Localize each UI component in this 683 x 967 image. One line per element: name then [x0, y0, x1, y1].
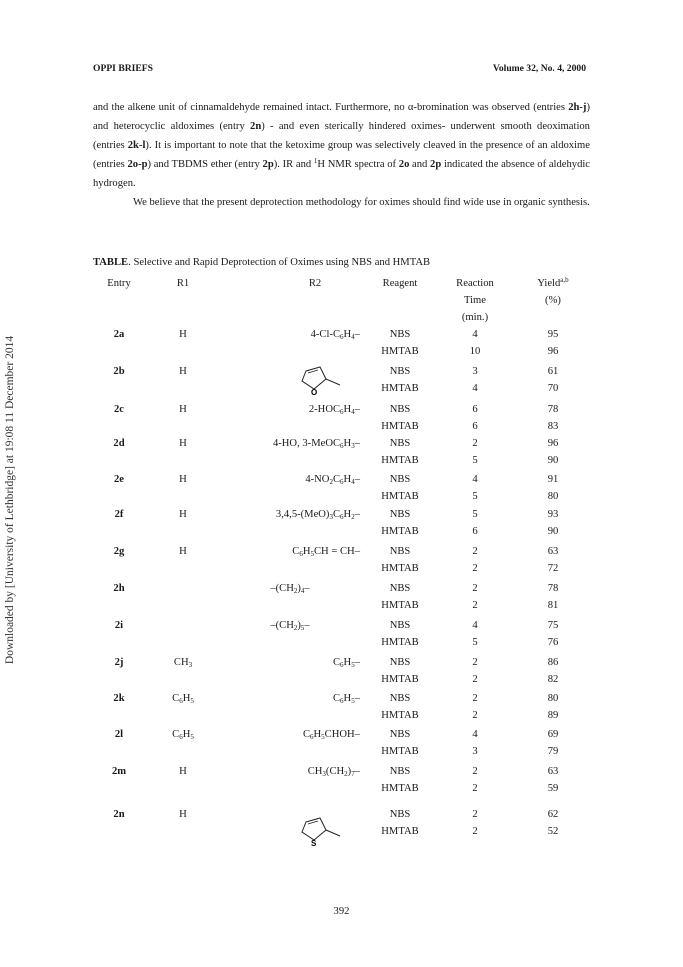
table-row [0, 435, 683, 469]
download-notice: Downloaded by [University of Lethbridge] at 19:08 11 December 2014 [4, 335, 16, 665]
r1-value: H [179, 366, 187, 377]
yield-value: 59 [547, 783, 559, 794]
thiophene-ring-icon [296, 814, 356, 848]
yield-value: 90 [547, 526, 559, 537]
text-run: ) and TBDMS ether (entry [147, 159, 263, 170]
subscript: 6 [299, 550, 303, 558]
r2-value [230, 654, 360, 671]
reagent-nbs: NBS [389, 766, 411, 777]
yield-value: 76 [547, 637, 559, 648]
subscript: 6 [340, 478, 344, 486]
yield-value: 89 [547, 710, 559, 721]
text-run: ) - and even sterically hindered oximes- underwent smooth deoximation (entries [93, 121, 590, 151]
r1-value: H [179, 766, 187, 777]
subscript: 3 [188, 661, 193, 669]
text-run: ). It is important to note that the ketoxime group was selectively cleaved in the presence of an aldoxime (entries [93, 140, 590, 170]
formula-part: – [304, 583, 310, 594]
formula-part: H [343, 438, 352, 449]
formula-part: H [343, 657, 352, 668]
time-value: 2 [472, 657, 478, 668]
formula-part: 4-HO, 3-MeOC [272, 438, 341, 449]
yield-value: 93 [547, 509, 559, 520]
text-run: ) and heterocyclic aldoximes (entry [93, 102, 590, 132]
formula-part: H [182, 729, 191, 740]
header-r2: R2 [308, 278, 322, 289]
formula-part: CHOH– [324, 729, 360, 740]
r1-value: H [179, 809, 187, 820]
formula-part: CH [173, 657, 189, 668]
time-value: 6 [472, 526, 478, 537]
formula-part: – [354, 766, 360, 777]
r2-value [230, 726, 360, 743]
subscript: 3 [351, 442, 355, 450]
formula-part: H [343, 474, 352, 485]
text-run: and [409, 159, 431, 170]
time-value: 2 [472, 783, 478, 794]
reagent-nbs: NBS [389, 366, 411, 377]
formula-part: – [354, 657, 360, 668]
subscript: 7 [351, 770, 355, 778]
yield-value: 86 [547, 657, 559, 668]
yield-value: 52 [547, 826, 559, 837]
r2-value [230, 435, 360, 452]
subscript: 6 [340, 513, 344, 521]
reagent-hmtab: HMTAB [381, 826, 419, 837]
yield-value: 91 [547, 474, 559, 485]
entry-id: 2h [113, 583, 125, 594]
time-value: 2 [472, 600, 478, 611]
entry-id: 2b [113, 366, 125, 377]
entry-ref: 2h-j [568, 102, 587, 113]
entry-ref: 2p [430, 159, 442, 170]
reagent-hmtab: HMTAB [381, 346, 419, 357]
entry-id: 2n [113, 809, 125, 820]
reagent-nbs: NBS [389, 474, 411, 485]
yield-value: 82 [547, 674, 559, 685]
entry-id: 2k [113, 693, 125, 704]
yield-value: 61 [547, 366, 559, 377]
reagent-hmtab: HMTAB [381, 637, 419, 648]
formula-part: CH = CH– [313, 546, 360, 557]
formula-part: C [302, 729, 311, 740]
entry-id: 2i [114, 620, 124, 631]
subscript: 5 [300, 624, 305, 632]
time-value: 6 [472, 421, 478, 432]
text-run: indicated the absence of aldehydic hydrogen. [93, 159, 591, 189]
entry-ref: 2p [262, 159, 274, 170]
formula-part: –(CH [270, 620, 294, 631]
subscript: 5 [321, 733, 325, 741]
reagent-nbs: NBS [389, 583, 411, 594]
yield-value: 80 [547, 491, 559, 502]
time-value: 2 [472, 546, 478, 557]
subscript: 3 [329, 513, 333, 521]
ring-heteroatom: S [311, 839, 317, 848]
header-reaction-time [445, 275, 505, 326]
time-value: 10 [469, 346, 481, 357]
furan-ring-icon [296, 363, 356, 397]
reagent-hmtab: HMTAB [381, 674, 419, 685]
header-time-line3: (min.) [461, 312, 489, 323]
formula-part: H [302, 546, 311, 557]
table-row [0, 690, 683, 724]
reagent-hmtab: HMTAB [381, 526, 419, 537]
subscript: 6 [310, 733, 314, 741]
subscript: 5 [351, 661, 355, 669]
r1-value [163, 654, 203, 671]
reagent-nbs: NBS [389, 657, 411, 668]
yield-value: 69 [547, 729, 559, 740]
subscript: 2 [329, 478, 333, 486]
formula-part: C [332, 693, 341, 704]
r2-value [230, 506, 360, 523]
yield-value: 90 [547, 455, 559, 466]
entry-id: 2f [114, 509, 124, 520]
subscript: 5 [310, 550, 314, 558]
subscript: 4 [351, 333, 355, 341]
text-run: and the alkene unit of cinnamaldehyde remained intact. Furthermore, no α-bromination was observed (entries [93, 102, 569, 113]
formula-part: ) [347, 766, 352, 777]
formula-part: H [343, 404, 352, 415]
formula-part: –(CH [270, 583, 294, 594]
entry-id: 2j [114, 657, 124, 668]
yield-value: 78 [547, 404, 559, 415]
reagent-nbs: NBS [389, 438, 411, 449]
time-value: 3 [472, 366, 478, 377]
yield-value: 81 [547, 600, 559, 611]
reagent-nbs: NBS [389, 329, 411, 340]
entry-id: 2a [113, 329, 125, 340]
entry-id: 2m [111, 766, 127, 777]
r1-value: H [179, 329, 187, 340]
table-row [0, 763, 683, 797]
entry-id: 2c [114, 404, 124, 415]
reagent-nbs: NBS [389, 693, 411, 704]
reagent-nbs: NBS [389, 509, 411, 520]
subscript: 2 [293, 587, 298, 595]
yield-value: 75 [547, 620, 559, 631]
subscript: 5 [190, 697, 194, 705]
time-value: 2 [472, 563, 478, 574]
reagent-hmtab: HMTAB [381, 600, 419, 611]
r2-value [230, 471, 360, 488]
formula-part: C [292, 546, 300, 557]
caption-label: TABLE [93, 257, 129, 268]
table-row [0, 401, 683, 435]
reagent-hmtab: HMTAB [381, 491, 419, 502]
yield-value: 95 [547, 329, 559, 340]
formula-part: – [354, 329, 360, 340]
table-caption [93, 257, 430, 268]
reagent-hmtab: HMTAB [381, 421, 419, 432]
entry-ref: 2o [398, 159, 410, 170]
header-time-line2: Time [464, 295, 486, 306]
formula-part: – [354, 404, 360, 415]
r1-value: H [179, 438, 187, 449]
formula-part: C [332, 474, 341, 485]
r1-r2-ring-value [255, 617, 325, 634]
reagent-hmtab: HMTAB [381, 710, 419, 721]
reagent-hmtab: HMTAB [381, 783, 419, 794]
yield-value: 96 [547, 438, 559, 449]
time-value: 2 [472, 674, 478, 685]
r2-value [230, 401, 360, 418]
yield-value: 62 [547, 809, 559, 820]
journal-section-header: OPPI BRIEFS [93, 63, 153, 74]
subscript: 4 [351, 478, 355, 486]
text-run: ). IR and [273, 159, 314, 170]
entry-id: 2d [113, 438, 125, 449]
yield-value: 63 [547, 766, 559, 777]
formula-part: – [354, 438, 360, 449]
time-value: 2 [472, 809, 478, 820]
subscript: 6 [179, 733, 183, 741]
entry-id: 2e [114, 474, 124, 485]
reagent-nbs: NBS [389, 546, 411, 557]
entry-id: 2l [114, 729, 124, 740]
time-value: 4 [472, 729, 478, 740]
formula-part: – [354, 474, 360, 485]
time-value: 4 [472, 383, 478, 394]
formula-part: (CH [325, 766, 345, 777]
header-reagent: Reagent [382, 278, 418, 289]
table-row [0, 654, 683, 688]
entry-ref: 2o-p [127, 159, 148, 170]
subscript: 2 [344, 770, 348, 778]
table-row [0, 506, 683, 540]
reagent-nbs: NBS [389, 404, 411, 415]
subscript: 4 [300, 587, 305, 595]
table-row [0, 471, 683, 505]
header-entry: Entry [107, 278, 131, 289]
formula-part: H [343, 509, 352, 520]
subscript: 6 [340, 697, 344, 705]
table-row [0, 326, 683, 360]
paragraph-1 [93, 98, 590, 193]
r2-value [230, 763, 360, 780]
subscript: 6 [340, 333, 344, 341]
paragraph-2: We believe that the present deprotection methodology for oximes should find wide use in organic synthesis. [133, 197, 590, 208]
table-row [0, 726, 683, 760]
volume-header: Volume 32, No. 4, 2000 [492, 63, 586, 74]
text-run: H NMR spectra of [317, 159, 399, 170]
yield-value: 78 [547, 583, 559, 594]
formula-part: C [172, 693, 180, 704]
table-row [0, 580, 683, 614]
r1-r2-ring-value [255, 580, 325, 597]
r1-value: H [179, 474, 187, 485]
r1-value: H [179, 546, 187, 557]
caption-text: . Selective and Rapid Deprotection of Oximes using NBS and HMTAB [128, 257, 431, 268]
subscript: 4 [351, 408, 355, 416]
formula-part: C [172, 729, 180, 740]
formula-part: H [182, 693, 191, 704]
time-value: 2 [472, 710, 478, 721]
r1-value [163, 726, 203, 743]
reagent-nbs: NBS [389, 809, 411, 820]
yield-footnote-marks: a,b [560, 276, 569, 284]
yield-value: 70 [547, 383, 559, 394]
header-time-line1: Reaction [456, 278, 494, 289]
entry-ref: 2k-l [127, 140, 146, 151]
subscript: 3 [322, 770, 326, 778]
formula-part: ) [297, 620, 301, 631]
header-yield-line2: (%) [545, 295, 561, 306]
superscript: 1 [313, 157, 318, 165]
time-value: 2 [472, 766, 478, 777]
r2-value [230, 690, 360, 707]
subscript: 6 [340, 442, 344, 450]
formula-part: – [354, 693, 360, 704]
formula-part: – [354, 509, 360, 520]
subscript: 6 [179, 697, 183, 705]
time-value: 5 [472, 491, 478, 502]
time-value: 4 [472, 329, 478, 340]
formula-part: – [304, 620, 310, 631]
time-value: 5 [472, 637, 478, 648]
time-value: 4 [472, 620, 478, 631]
time-value: 5 [472, 509, 478, 520]
header-r1: R1 [176, 278, 190, 289]
yield-value: 83 [547, 421, 559, 432]
body-text [93, 98, 590, 212]
yield-value: 72 [547, 563, 559, 574]
reagent-hmtab: HMTAB [381, 563, 419, 574]
header-yield-line1 [523, 275, 583, 292]
subscript: 6 [340, 408, 344, 416]
formula-part: H [343, 693, 352, 704]
entry-id: 2g [113, 546, 125, 557]
formula-part: 4-Cl-C [310, 329, 341, 340]
yield-value: 96 [547, 346, 559, 357]
reagent-hmtab: HMTAB [381, 455, 419, 466]
time-value: 2 [472, 826, 478, 837]
table-row [0, 543, 683, 577]
time-value: 2 [472, 438, 478, 449]
time-value: 5 [472, 455, 478, 466]
reagent-nbs: NBS [389, 729, 411, 740]
formula-part: C [332, 509, 341, 520]
formula-part: ) [297, 583, 301, 594]
time-value: 6 [472, 404, 478, 415]
r1-value: H [179, 509, 187, 520]
reagent-nbs: NBS [389, 620, 411, 631]
yield-value: 79 [547, 746, 559, 757]
time-value: 2 [472, 693, 478, 704]
r1-value: H [179, 404, 187, 415]
page-number: 392 [333, 906, 350, 917]
yield-value: 63 [547, 546, 559, 557]
reagent-hmtab: HMTAB [381, 746, 419, 757]
r2-value [230, 326, 360, 343]
formula-part: H [343, 329, 352, 340]
formula-part: 4-NO [305, 474, 330, 485]
time-value: 4 [472, 474, 478, 485]
subscript: 5 [351, 697, 355, 705]
yield-label: Yield [537, 278, 561, 289]
table-row [0, 806, 683, 848]
table-row [0, 363, 683, 397]
table-row [0, 617, 683, 651]
subscript: 2 [293, 624, 298, 632]
ring-heteroatom: O [311, 388, 318, 397]
r2-value [230, 543, 360, 560]
entry-ref: 2n [250, 121, 262, 132]
subscript: 2 [351, 513, 355, 521]
subscript: 6 [340, 661, 344, 669]
formula-part: C [332, 657, 341, 668]
formula-part: 2-HOC [308, 404, 341, 415]
subscript: 5 [190, 733, 194, 741]
header-yield [523, 275, 583, 309]
formula-part: 3,4,5-(MeO) [275, 509, 330, 520]
time-value: 2 [472, 583, 478, 594]
reagent-hmtab: HMTAB [381, 383, 419, 394]
time-value: 3 [472, 746, 478, 757]
r1-value [163, 690, 203, 707]
yield-value: 80 [547, 693, 559, 704]
formula-part: H [313, 729, 322, 740]
formula-part: CH [307, 766, 323, 777]
